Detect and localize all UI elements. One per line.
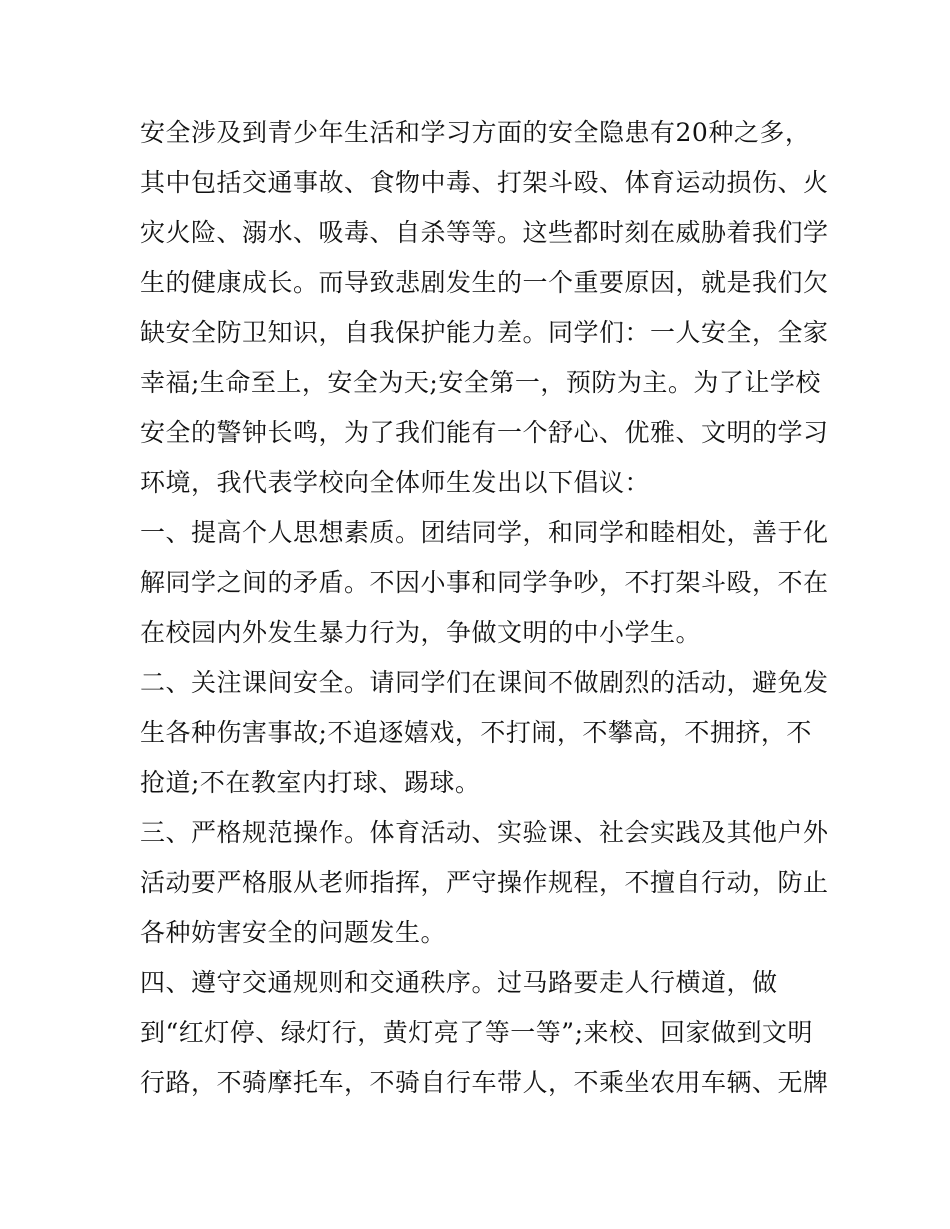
- text-line: 行路，不骑摩托车，不骑自行车带人，不乘坐农用车辆、无牌: [140, 1068, 829, 1097]
- text-line: 活动要严格服从老师指挥，严守操作规程，不擅自行动，防止: [140, 868, 829, 897]
- text-line: 二、关注课间安全。请同学们在课间不做剧烈的活动，避免发: [140, 668, 829, 697]
- text-line: 安全涉及到青少年生活和学习方面的安全隐患有20种之多，: [140, 118, 811, 147]
- text-line: 三、严格规范操作。体育活动、实验课、社会实践及其他户外: [140, 818, 829, 847]
- text-line: 四、遵守交通规则和交通秩序。过马路要走人行横道，做: [140, 968, 778, 997]
- body-text: [140, 108, 829, 1108]
- text-line: 安全的警钟长鸣，为了我们能有一个舒心、优雅、文明的学习: [140, 418, 829, 447]
- text-line: 幸福;生命至上，安全为天;安全第一，预防为主。为了让学校: [140, 368, 821, 397]
- text-line: 其中包括交通事故、食物中毒、打架斗殴、体育运动损伤、火: [140, 168, 829, 197]
- text-line: 一、提高个人思想素质。团结同学，和同学和睦相处，善于化: [140, 518, 829, 547]
- text-line: 生各种伤害事故;不追逐嬉戏，不打闹，不攀高，不拥挤，不: [140, 718, 812, 747]
- text-line: 在校园内外发生暴力行为，争做文明的中小学生。: [140, 618, 702, 647]
- text-line: 生的健康成长。而导致悲剧发生的一个重要原因，就是我们欠: [140, 268, 829, 297]
- text-line: 到“红灯停、绿灯行，黄灯亮了等一等”;来校、回家做到文明: [140, 1018, 813, 1047]
- text-line: 缺安全防卫知识，自我保护能力差。同学们：一人安全，全家: [140, 318, 829, 347]
- text-line: 抢道;不在教室内打球、踢球。: [140, 768, 481, 797]
- text-line: 各种妨害安全的问题发生。: [140, 918, 447, 947]
- text-line: 解同学之间的矛盾。不因小事和同学争吵，不打架斗殴，不在: [140, 568, 829, 597]
- text-line: 环境，我代表学校向全体师生发出以下倡议：: [140, 468, 651, 497]
- text-line: 灾火险、溺水、吸毒、自杀等等。这些都时刻在威胁着我们学: [140, 218, 829, 247]
